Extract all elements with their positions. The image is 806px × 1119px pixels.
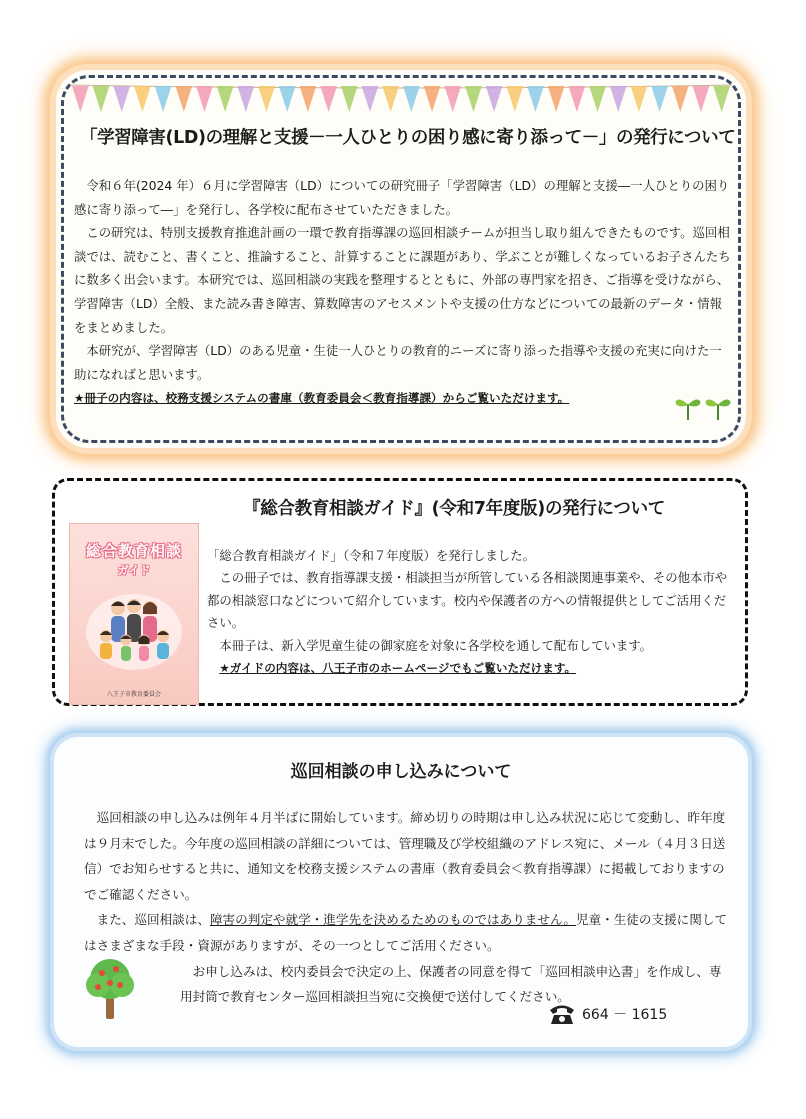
section3-title: 巡回相談の申し込みについて xyxy=(290,762,512,782)
section2-note: ★ガイドの内容は、八王子市のホームページでもご覧いただけます。 xyxy=(219,661,577,676)
bunting-flag xyxy=(465,86,482,112)
section2-paragraph: 本冊子は、新入学児童生徒の御家庭を対象に各学校を通して配布しています。 xyxy=(207,637,653,653)
section2-paragraph: 「総合教育相談ガイド」（令和７年度版）を発行しました。 xyxy=(207,548,535,563)
bunting-flag xyxy=(486,86,503,112)
section3-paragraph: 巡回相談の申し込みは例年４月半ばに開始しています。締め切りの時期は申し込み状況に応じて変動し、昨年度は９月末でした。今年度の巡回相談の詳細については、管理職及び学校組織のアドレス宛に、メール（４月３日送信）でお知らせすると共に、通知文を校務支援システムの書庫（教育委員会＜教育指導課）に掲載しておりますのでご確認ください。 xyxy=(84,810,726,902)
section2-paragraph: この冊子では、教育指導課支援・相談担当が所管している各相談関連事業や、その他本市や都の相談窓口などについて紹介しています。校内や保護者の方への情報提供としてご活用ください。 xyxy=(207,570,728,631)
bunting-flag xyxy=(651,86,668,112)
bunting-flag xyxy=(341,86,358,112)
bunting-flag xyxy=(693,86,710,112)
section1-paragraph: この研究は、特別支援教育推進計画の一環で教育指導課の巡回相談チームが担当し取り組んできたものです。巡回相談では、読むこと、書くこと、推論すること、計算することに課題があり、学ぶことが難しくなっているお子さんたちに数多く出会います。本研究では、巡回相談の実践を整理するとともに、外部の専門家を招き、ご指導を受けながら、学習障害（LD）全般、また読み書き障害、算数障害のアセスメントや支援の仕方などについての最新のデータ・情報をまとめました。 xyxy=(74,225,731,335)
guide-publication-box xyxy=(52,478,748,706)
bunting-flag xyxy=(382,86,399,112)
bunting-flag xyxy=(300,86,317,112)
bunting-flag xyxy=(320,86,337,112)
bunting-flag xyxy=(155,86,172,112)
section2-body xyxy=(207,545,737,679)
bunting-flag xyxy=(196,86,213,112)
section1-paragraph: 本研究が、学習障害（LD）のある児童・生徒一人ひとりの教育的ニーズに寄り添った指導や支援の充実に向けた一助になればと思います。 xyxy=(74,343,722,382)
bunting-flag xyxy=(217,86,234,112)
consultation-application-box xyxy=(54,737,748,1047)
family-illustration xyxy=(84,588,184,672)
section2-title: 『総合教育相談ガイド』(令和7年度版)の発行について xyxy=(243,499,665,519)
bunting-flag xyxy=(569,86,586,112)
telephone-icon xyxy=(548,1003,576,1025)
bunting-flag xyxy=(362,86,379,112)
bunting-flag xyxy=(175,86,192,112)
phone-number xyxy=(548,1003,667,1025)
phone-number-text: 664 － 1615 xyxy=(582,1007,668,1023)
section1-note: ★冊子の内容は、校務支援システムの書庫（教育委員会＜教育指導課）からご覧いただけます。 xyxy=(74,391,570,406)
ld-publication-box xyxy=(56,70,746,448)
bunting-flag xyxy=(713,86,730,112)
bunting-decoration xyxy=(70,82,732,116)
sprout-icon xyxy=(674,388,732,422)
bunting-flag xyxy=(238,86,255,112)
section1-paragraph: 令和６年(2024 年）６月に学習障害（LD）についての研究冊子「学習障害（LD）の理解と支援―一人ひとりの困り感に寄り添って―」を発行し、各学校に配布させていただきました。 xyxy=(74,178,730,217)
bunting-flag xyxy=(403,86,420,112)
section1-body xyxy=(74,174,734,411)
bunting-flag xyxy=(672,86,689,112)
bunting-flag xyxy=(113,86,130,112)
bunting-flag xyxy=(589,86,606,112)
guide-cover-subtitle: ガイド xyxy=(117,564,151,577)
tree-icon xyxy=(84,955,136,1021)
section1-title: 「学習障害(LD)の理解と支援－一人ひとりの困り感に寄り添って－」の発行について xyxy=(80,128,736,148)
bunting-flag xyxy=(444,86,461,112)
bunting-flag xyxy=(134,86,151,112)
section3-body xyxy=(84,805,734,1010)
bunting-flag xyxy=(93,86,110,112)
bunting-flag xyxy=(610,86,627,112)
bunting-flag xyxy=(424,86,441,112)
bunting-flag xyxy=(258,86,275,112)
guide-cover-publisher: 八王子市教育委員会 xyxy=(106,691,161,698)
underlined-notice: 障害の判定や就学・進学先を決めるためのものではありません。 xyxy=(209,912,576,928)
bunting-flag xyxy=(548,86,565,112)
section3-paragraph: また、巡回相談は、障害の判定や就学・進学先を決めるためのものではありません。児童・生徒の支援に関してはさまざまな手段・資源がありますが、その一つとしてご活用ください。 xyxy=(84,912,728,953)
bunting-flag xyxy=(631,86,648,112)
bunting-flag xyxy=(72,86,89,112)
section3-paragraph: お申し込みは、校内委員会で決定の上、保護者の同意を得て「巡回相談申込書」を作成し、専用封筒で教育センター巡回相談担当宛に交換便で送付してください。 xyxy=(180,963,722,1005)
guide-cover-title: 総合教育相談 xyxy=(85,542,182,560)
bunting-flag xyxy=(506,86,523,112)
guide-cover-image xyxy=(69,523,199,705)
bunting-flag xyxy=(279,86,296,112)
bunting-flag xyxy=(527,86,544,112)
